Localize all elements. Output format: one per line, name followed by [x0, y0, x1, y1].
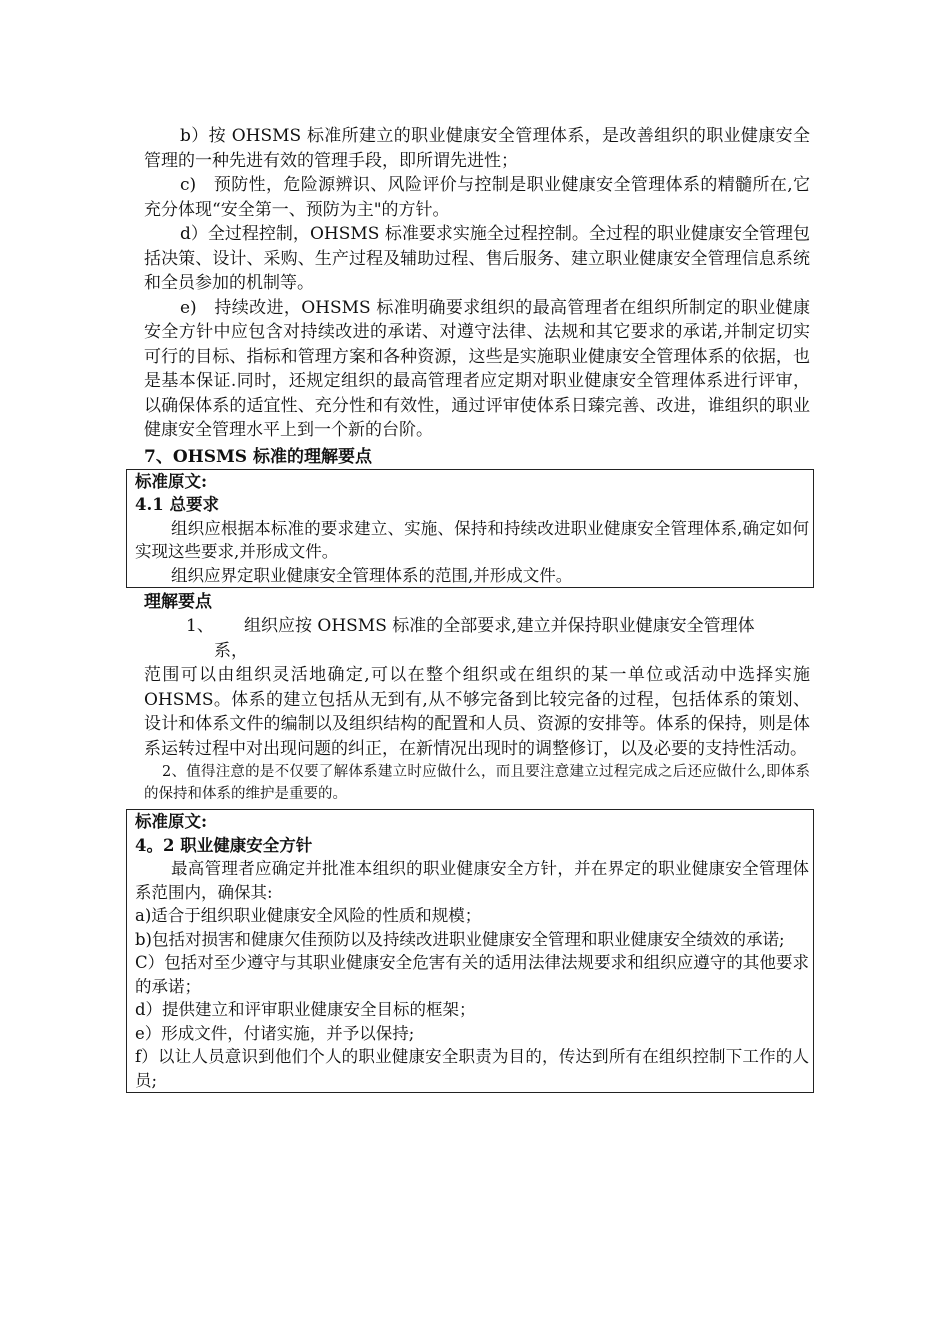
page-content	[135, 124, 810, 1093]
box2-intro: 最高管理者应确定并批准本组织的职业健康安全方针，并在界定的职业健康安全管理体系范围内，确保其:	[135, 859, 809, 902]
paragraph-c: c) 预防性，危险源辨识、风险评价与控制是职业健康安全管理体系的精髓所在,它充分体现“安全第一、预防为主"的方针。	[144, 175, 810, 220]
box2-clause: 4。2 职业健康安全方针	[135, 835, 313, 855]
paragraph-b: b）按 OHSMS 标准所建立的职业健康安全管理体系，是改善组织的职业健康安全管理的一种先进有效的管理手段，即所谓先进性；	[144, 126, 810, 171]
box1-paragraph-2: 组织应界定职业健康安全管理体系的范围,并形成文件。	[171, 565, 573, 585]
understanding-item-1	[144, 614, 810, 639]
section-7-title: 7、OHSMS 标准的理解要点	[144, 446, 372, 467]
box2-item-b: b)包括对损害和健康欠佳预防以及持续改进职业健康安全管理和职业健康安全绩效的承诺;	[135, 929, 785, 949]
item-1-number: 1、	[186, 616, 214, 636]
box2-item-a: a)适合于组织职业健康安全风险的性质和规模；	[135, 906, 482, 925]
understanding-title: 理解要点	[144, 592, 212, 612]
box1-clause: 4.1 总要求	[135, 495, 219, 514]
standard-text-box-4-2	[126, 809, 814, 1093]
box2-item-e: e）形成文件，付诸实施，并予以保持;	[135, 1023, 415, 1043]
box2-item-c: C）包括对至少遵守与其职业健康安全危害有关的适用法律法规要求和组织应遵守的其他要求的承诺；	[135, 953, 809, 996]
box2-label: 标准原文:	[135, 812, 208, 831]
standard-text-box-4-1	[126, 469, 814, 589]
paragraph-d: d）全过程控制，OHSMS 标准要求实施全过程控制。全过程的职业健康安全管理包括决策、设计、采购、生产过程及辅助过程、售后服务、建立职业健康安全管理信息系统和全员参加的机制等。	[144, 224, 810, 293]
understanding-item-1-continuation: 系，	[214, 640, 248, 661]
box2-item-d: d）提供建立和评审职业健康安全目标的框架；	[135, 1000, 476, 1019]
paragraph-e: e) 持续改进，OHSMS 标准明确要求组织的最高管理者在组织所制定的职业健康安全方针中应包含对持续改进的承诺、对遵守法律、法规和其它要求的承诺,并制定切实可行的目标、指标和管理方案和各种资源，这些是实施职业健康安全管理体系的依据，也是基本保证.同时，还规定组织的最高管理者应定期对职业健康安全管理体系进行评审，以确保体系的适宜性、充分性和有效性，通过评审使体系日臻完善、改进，谁组织的职业健康安全管理水平上到一个新的台阶。	[144, 297, 810, 440]
box1-label: 标准原文:	[135, 471, 208, 491]
box2-item-f: f）以让人员意识到他们个人的职业健康安全职责为目的，传达到所有在组织控制下工作的人员;	[135, 1047, 809, 1090]
understanding-item-2: 2、值得注意的是不仅要了解体系建立时应做什么，而且要注意建立过程完成之后还应做什么,即体系的保持和体系的维护是重要的。	[144, 764, 810, 802]
box1-paragraph-1: 组织应根据本标准的要求建立、实施、保持和持续改进职业健康安全管理体系,确定如何实现这些要求,并形成文件。	[135, 518, 809, 561]
understanding-scope-paragraph: 范围可以由组织灵活地确定,可以在整个组织或在组织的某一单位或活动中选择实施 OHSMS。体系的建立包括从无到有,从不够完备到比较完备的过程，包括体系的策划、设计和体系文件的编制以及组织结构的配置和人员、资源的安排等。体系的保持，则是体系运转过程中对出现问题的纠正，在新情况出现时的调整修订，以及必要的支持性活动。	[144, 665, 810, 759]
item-1-text: 组织应按 OHSMS 标准的全部要求,建立并保持职业健康安全管理体	[244, 616, 755, 636]
